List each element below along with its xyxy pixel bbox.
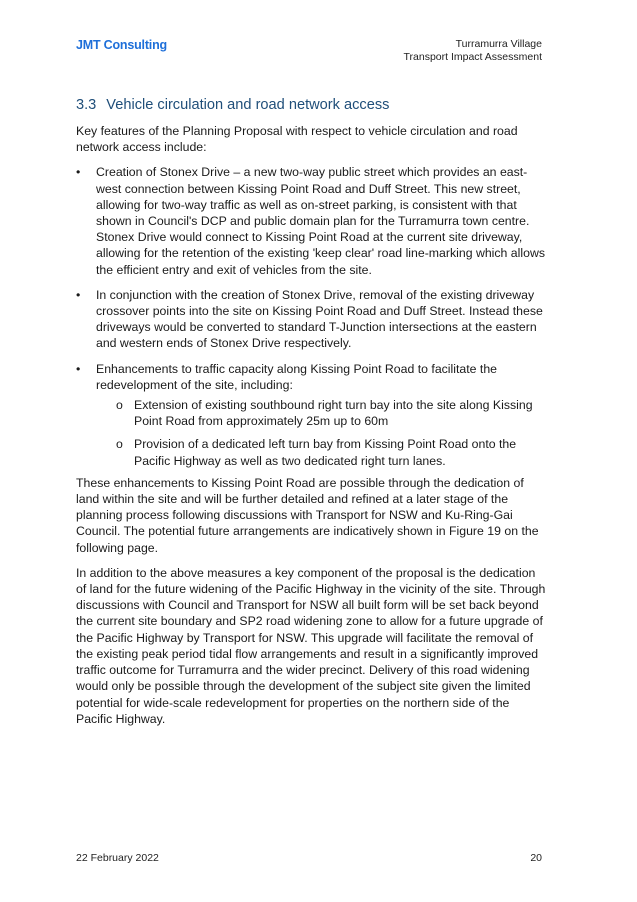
sub-bullet-marker: o [116,437,123,452]
list-item-text: In conjunction with the creation of Stonex Drive, removal of the existing driveway crossover points into the site on Kissing Point Road and Duff Street. Instead these driveways would be converted to standard T-Junction intersections at the eastern and western ends of Stonex Drive respectively. [96,287,543,351]
page-body [76,123,546,736]
sub-list-item-text: Extension of existing southbound right turn bay into the site along Kissing Point Road from approximately 25m up to 60m [134,398,533,429]
sub-bullet-marker: o [116,398,123,413]
sub-list-item-text: Provision of a dedicated left turn bay from Kissing Point Road onto the Pacific Highway as well as two dedicated right turn lanes. [134,437,517,468]
section-number: 3.3 [76,97,97,113]
list-item-text: Creation of Stonex Drive – a new two-way public street which provides an east-west connection between Kissing Point Road and Duff Street. This new street, allowing for two-way traffic as well as on-street parking, is consistent with that shown in Council's DCP and public domain plan for the Turramurra town centre. Stonex Drive would connect to Kissing Point Road at the current site driveway, allowing for the retention of the existing 'keep clear' road line-marking which allows the efficient entry and exit of vehicles from the site. [96,165,545,277]
bullet-marker: • [76,165,81,180]
intro-paragraph: Key features of the Planning Proposal with respect to vehicle circulation and road network access include: [76,124,518,155]
body-paragraph: In addition to the above measures a key component of the proposal is the dedication of land for the future widening of the Pacific Highway in the vicinity of the site. Through discussions with Council and Transport for NSW all built form will be set back beyond the current site boundary and SP2 road widening zone to allow for a future upgrade of the Pacific Highway by Transport for NSW. This upgrade will facilitate the removal of the existing peak period tidal flow arrangements and result in a significantly improved traffic outcome for Turramurra and the wider precinct. Delivery of this road widening would only be possible through the development of the subject site given the limited potential for wide-scale redevelopment for properties on the northern side of the Pacific Highway. [76,565,546,726]
document-title-line2: Transport Impact Assessment [403,51,542,63]
footer-date: 22 February 2022 [76,852,159,864]
document-title [404,38,543,64]
body-paragraph: These enhancements to Kissing Point Road are possible through the dedication of land within the site and will be further detailed and refined at a later stage of the planning process following discussions with Transport for NSW and Ku-Ring-Gai Council. The potential future arrangements are indicatively shown in Figure 19 on the following page. [76,475,539,555]
list-item [76,287,546,352]
brand-logo-text: JMT Consulting [76,38,167,52]
sub-list-item [76,436,546,468]
bullet-marker: • [76,361,81,376]
bullet-marker: • [76,287,81,302]
list-item-text: Enhancements to traffic capacity along Kissing Point Road to facilitate the redevelopment of the site, including: [96,361,498,392]
page-header [76,38,542,72]
document-title-line1: Turramurra Village [455,38,542,50]
sub-list-item [76,397,546,429]
section-title-text: Vehicle circulation and road network access [106,97,390,113]
list-item [76,361,546,393]
list-item [76,164,546,277]
page-footer [76,852,542,864]
page-number: 20 [530,852,542,864]
section-heading [76,97,389,113]
